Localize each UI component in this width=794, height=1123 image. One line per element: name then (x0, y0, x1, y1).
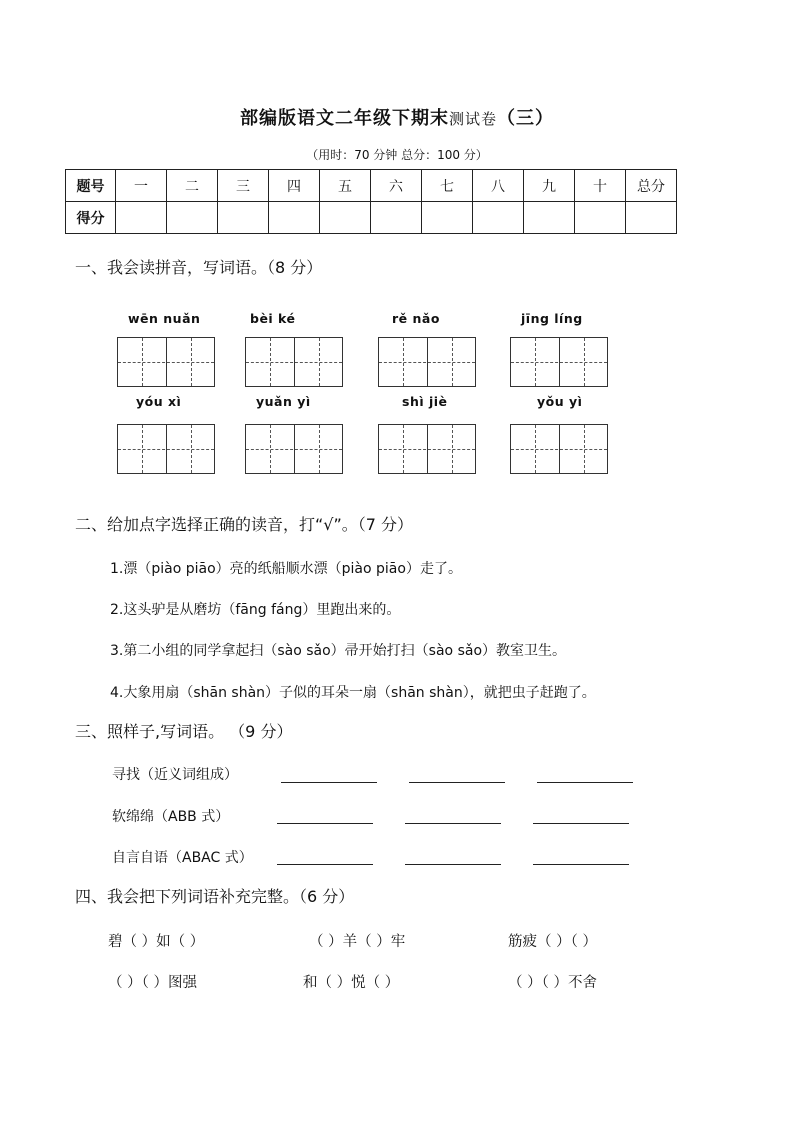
writing-grid[interactable] (510, 424, 608, 474)
score-header-cell: 五 (320, 170, 371, 202)
word-prompt: 自言自语（ABAC 式） (112, 850, 253, 866)
pinyin-label: jīng líng (521, 311, 583, 326)
score-input-cell[interactable] (524, 202, 575, 234)
score-input-cell[interactable] (218, 202, 269, 234)
answer-blank[interactable] (405, 864, 501, 865)
answer-blank[interactable] (281, 782, 377, 783)
fill-item: （ ）羊（ ）牢 (309, 934, 406, 950)
title-main: 部编版语文二年级下期末 (239, 108, 449, 129)
writing-grid[interactable] (117, 337, 215, 387)
answer-blank[interactable] (277, 823, 373, 824)
score-table (65, 169, 677, 234)
fill-item: 碧（ ）如（ ） (108, 934, 205, 950)
word-prompt: 寻找（近义词组成） (112, 767, 238, 783)
page-title (0, 104, 794, 130)
answer-blank[interactable] (277, 864, 373, 865)
score-table-score-row (66, 202, 677, 234)
fill-item: 和（ ）悦（ ） (303, 975, 400, 991)
score-input-cell[interactable] (473, 202, 524, 234)
score-table-header-row (66, 170, 677, 202)
question-item: 1.漂（piào piāo）亮的纸船顺水漂（piào piāo）走了。 (110, 561, 462, 577)
score-input-cell[interactable] (575, 202, 626, 234)
score-header-cell: 题号 (66, 170, 116, 202)
writing-grid[interactable] (245, 337, 343, 387)
question-item: 4.大象用扇（shān shàn）子似的耳朵一扇（shān shàn），就把虫子赶跑了。 (110, 685, 596, 701)
score-input-cell[interactable] (167, 202, 218, 234)
score-row-label: 得分 (66, 202, 116, 234)
score-header-cell: 三 (218, 170, 269, 202)
pinyin-label: shì jiè (402, 394, 448, 409)
score-header-cell: 八 (473, 170, 524, 202)
writing-grid[interactable] (378, 337, 476, 387)
score-header-cell: 六 (371, 170, 422, 202)
pinyin-label: bèi ké (250, 311, 296, 326)
word-prompt: 软绵绵（ABB 式） (112, 809, 230, 825)
section2-heading: 二、给加点字选择正确的读音，打“√”。（7 分） (75, 515, 414, 534)
pinyin-label: yóu xì (136, 394, 182, 409)
writing-grid[interactable] (117, 424, 215, 474)
fill-item: （ ）（ ）图强 (108, 975, 197, 991)
score-header-cell: 总分 (626, 170, 677, 202)
fill-item: （ ）（ ）不舍 (508, 975, 597, 991)
score-header-cell: 一 (116, 170, 167, 202)
answer-blank[interactable] (409, 782, 505, 783)
score-input-cell[interactable] (371, 202, 422, 234)
answer-blank[interactable] (533, 864, 629, 865)
answer-blank[interactable] (537, 782, 633, 783)
score-input-cell[interactable] (269, 202, 320, 234)
title-tail: 测试卷 (448, 110, 497, 128)
title-paren: （三） (497, 108, 554, 129)
pinyin-label: rě nǎo (392, 311, 440, 326)
section1-heading: 一、我会读拼音，写词语。（8 分） (75, 258, 323, 277)
pinyin-label: wēn nuǎn (128, 311, 201, 326)
score-input-cell[interactable] (116, 202, 167, 234)
writing-grid[interactable] (245, 424, 343, 474)
score-header-cell: 十 (575, 170, 626, 202)
subtitle: （用时：70 分钟 总分：100 分） (306, 148, 488, 162)
score-header-cell: 四 (269, 170, 320, 202)
section3-heading: 三、照样子,写词语。 （9 分） (75, 722, 293, 741)
score-header-cell: 七 (422, 170, 473, 202)
score-input-cell[interactable] (626, 202, 677, 234)
answer-blank[interactable] (405, 823, 501, 824)
writing-grid[interactable] (378, 424, 476, 474)
pinyin-label: yǒu yì (537, 394, 583, 409)
writing-grid[interactable] (510, 337, 608, 387)
question-item: 3.第二小组的同学拿起扫（sào sǎo）帚开始打扫（sào sǎo）教室卫生。 (110, 643, 567, 659)
score-header-cell: 二 (167, 170, 218, 202)
answer-blank[interactable] (533, 823, 629, 824)
score-input-cell[interactable] (422, 202, 473, 234)
pinyin-label: yuǎn yì (256, 394, 311, 409)
section4-heading: 四、我会把下列词语补充完整。（6 分） (75, 887, 355, 906)
score-input-cell[interactable] (320, 202, 371, 234)
question-item: 2.这头驴是从磨坊（fāng fáng）里跑出来的。 (110, 602, 401, 618)
score-header-cell: 九 (524, 170, 575, 202)
fill-item: 筋疲（ ）（ ） (508, 934, 597, 950)
